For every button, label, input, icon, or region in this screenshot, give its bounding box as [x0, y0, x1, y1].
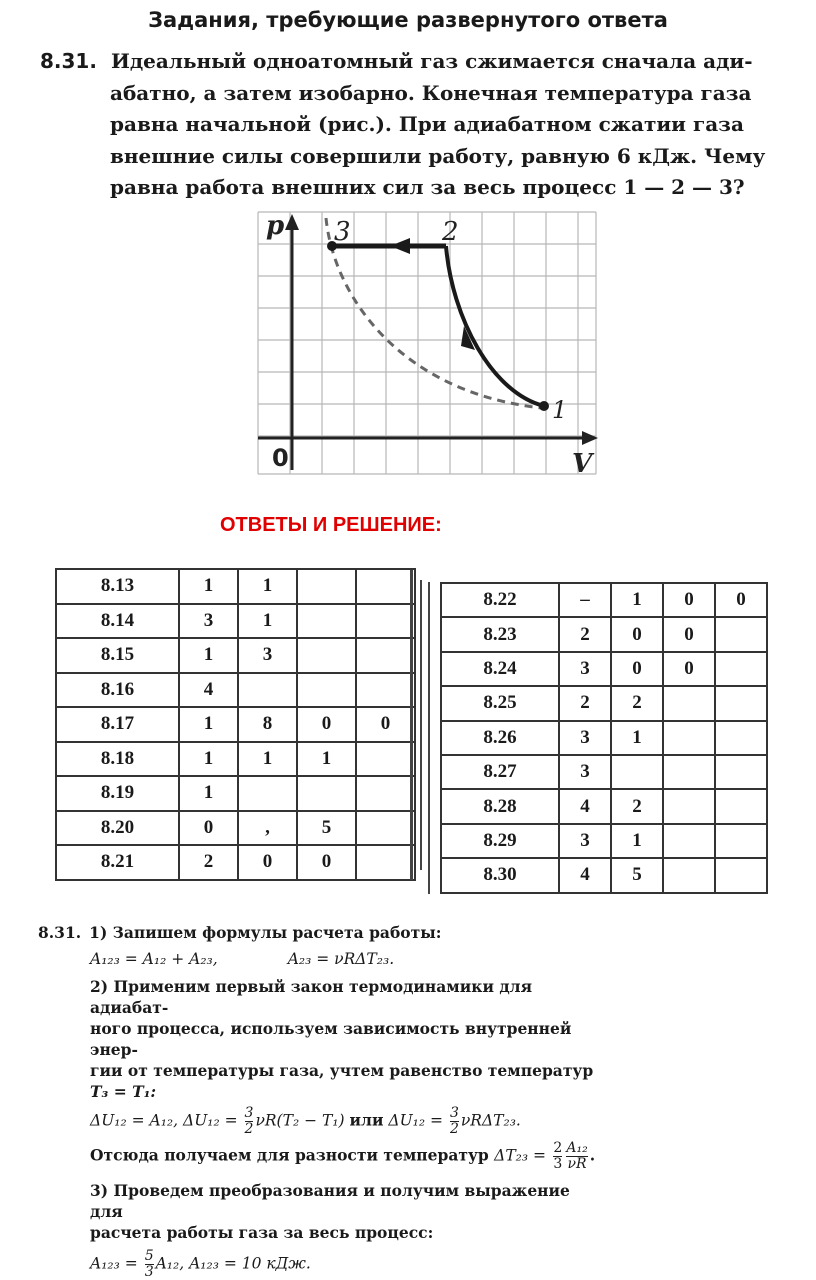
answer-cell: 3: [559, 652, 611, 686]
answer-cell: 0: [715, 583, 767, 617]
answer-cell: 2: [559, 686, 611, 720]
axes: [258, 222, 588, 470]
problem-line-1: 8.31. Идеальный одноатомный газ сжимается сначала ади-: [40, 49, 753, 73]
answer-cell: [297, 604, 356, 639]
step-2-result: Отсюда получаем для разности температур ΔT₂₃ = $\frac{2}{3}$ $\frac{\text{A₁₂}}{\nu R}$ .: [90, 1140, 596, 1172]
answer-cell: [356, 604, 415, 639]
answer-cell: 8: [238, 707, 297, 742]
answers-right-row: [441, 583, 767, 617]
task-number-cell: 8.24: [441, 652, 559, 686]
answer-cell: 2: [179, 845, 238, 880]
answer-cell: 5: [297, 811, 356, 846]
answer-cell: 3: [238, 638, 297, 673]
answers-title: ОТВЕТЫ И РЕШЕНИЕ:: [220, 514, 442, 536]
answer-cell: 0: [663, 652, 715, 686]
answer-cell: 0: [663, 617, 715, 651]
answers-right-row: [441, 858, 767, 892]
answer-cell: 3: [559, 721, 611, 755]
answers-left-row: [56, 742, 415, 777]
solution-step-1: 8.31. 1) Запишем формулы расчета работы:: [38, 923, 442, 942]
answer-cell: 1: [238, 604, 297, 639]
answer-cell: [663, 721, 715, 755]
axis-y-label: p: [266, 211, 285, 241]
answer-cell: 2: [611, 686, 663, 720]
answer-cell: 0: [297, 707, 356, 742]
solution-step-3: 3) Проведем преобразования и получим выражение для расчета работы газа за весь процесс:: [90, 1181, 570, 1242]
answer-cell: 1: [238, 742, 297, 777]
answer-cell: 2: [559, 617, 611, 651]
answer-cell: [715, 789, 767, 823]
task-number-cell: 8.20: [56, 811, 179, 846]
task-number-cell: 8.19: [56, 776, 179, 811]
answer-cell: [663, 789, 715, 823]
task-number-cell: 8.30: [441, 858, 559, 892]
answers-left-row: [56, 569, 415, 604]
task-number-cell: 8.21: [56, 845, 179, 880]
answer-cell: 3: [559, 824, 611, 858]
answer-cell: [663, 755, 715, 789]
answers-left-row: [56, 845, 415, 880]
task-number-cell: 8.27: [441, 755, 559, 789]
problem-line-4: внешние силы совершили работу, равную 6 кДж. Чему: [110, 143, 766, 168]
answer-cell: [356, 569, 415, 604]
answers-left-row: [56, 811, 415, 846]
answers-right-row: [441, 652, 767, 686]
answer-cell: 3: [179, 604, 238, 639]
task-number-cell: 8.25: [441, 686, 559, 720]
answer-cell: [715, 858, 767, 892]
table-divider: [410, 570, 413, 880]
answer-cell: [663, 824, 715, 858]
answers-left-row: [56, 604, 415, 639]
origin-label: 0: [272, 444, 289, 472]
problem-statement: [40, 46, 770, 204]
answers-left-row: [56, 776, 415, 811]
answer-cell: 2: [611, 789, 663, 823]
answer-cell: 1: [611, 583, 663, 617]
answer-cell: 0: [297, 845, 356, 880]
task-number-cell: 8.29: [441, 824, 559, 858]
answer-cell: 1: [179, 742, 238, 777]
answer-cell: [297, 638, 356, 673]
answer-cell: 1: [179, 638, 238, 673]
answers-left-row: [56, 638, 415, 673]
y-axis-arrow: [285, 214, 299, 230]
answer-cell: 0: [663, 583, 715, 617]
answer-cell: 0: [611, 652, 663, 686]
section-heading: Задания, требующие развернутого ответа: [148, 8, 668, 32]
answer-cell: 0: [611, 617, 663, 651]
answers-left-row: [56, 707, 415, 742]
adiabat-curve: [446, 246, 544, 406]
answer-cell: [715, 652, 767, 686]
answer-cell: [663, 858, 715, 892]
answer-cell: [356, 742, 415, 777]
answer-cell: [356, 638, 415, 673]
task-number-cell: 8.26: [441, 721, 559, 755]
task-number-cell: 8.18: [56, 742, 179, 777]
table-divider: [420, 580, 422, 870]
task-number-cell: 8.13: [56, 569, 179, 604]
solution: [38, 922, 598, 1280]
answer-cell: [715, 686, 767, 720]
task-number-cell: 8.23: [441, 617, 559, 651]
answer-cell: 1: [179, 776, 238, 811]
answer-cell: [297, 673, 356, 708]
answer-cell: 4: [559, 858, 611, 892]
answer-cell: 1: [179, 707, 238, 742]
label-point-3: 3: [334, 217, 351, 247]
formula-1: A₁₂₃ = A₁₂ + A₂₃, A₂₃ = νRΔT₂₃.: [90, 950, 395, 968]
isobar-arrow: [390, 238, 410, 254]
answer-cell: 1: [238, 569, 297, 604]
answer-cell: [297, 776, 356, 811]
answer-cell: ,: [238, 811, 297, 846]
answer-cell: 1: [297, 742, 356, 777]
answer-cell: 1: [611, 721, 663, 755]
answer-cell: 0: [356, 707, 415, 742]
label-point-2: 2: [442, 217, 459, 247]
answer-cell: –: [559, 583, 611, 617]
answer-cell: [238, 776, 297, 811]
task-number-cell: 8.22: [441, 583, 559, 617]
solution-number: 8.31.: [38, 923, 82, 942]
answer-cell: 5: [611, 858, 663, 892]
answers-table-right: [440, 582, 768, 894]
answer-cell: [611, 755, 663, 789]
answers-right-row: [441, 617, 767, 651]
answers-table-left: [55, 568, 416, 881]
answer-cell: [715, 824, 767, 858]
answer-cell: [356, 673, 415, 708]
answer-cell: 4: [179, 673, 238, 708]
solution-step-2: 2) Применим первый закон термодинамики для адиабат- ного процесса, используем зависимость внутренней энер- гии от температуры газа, учтем равенство температур T₃ = T₁:: [90, 977, 594, 1101]
answer-cell: [715, 755, 767, 789]
table-divider: [428, 582, 430, 894]
answers-right-row: [441, 789, 767, 823]
task-number-cell: 8.17: [56, 707, 179, 742]
answer-cell: [715, 721, 767, 755]
problem-number: 8.31.: [40, 49, 97, 73]
task-number-cell: 8.28: [441, 789, 559, 823]
answer-cell: 1: [611, 824, 663, 858]
point-1: [539, 401, 549, 411]
answer-cell: [663, 686, 715, 720]
answer-cell: [238, 673, 297, 708]
problem-line-2: абатно, а затем изобарно. Конечная температура газа: [110, 80, 752, 105]
answer-cell: 3: [559, 755, 611, 789]
answer-cell: 1: [179, 569, 238, 604]
answers-left-row: [56, 673, 415, 708]
answer-cell: [356, 811, 415, 846]
task-number-cell: 8.15: [56, 638, 179, 673]
answer-cell: 0: [179, 811, 238, 846]
problem-line-3: равна начальной (рис.). При адиабатном сжатии газа: [110, 112, 744, 136]
answer-cell: 0: [238, 845, 297, 880]
answer-cell: [356, 845, 415, 880]
answers-right-row: [441, 755, 767, 789]
pv-diagram: [252, 208, 600, 478]
answer-cell: 4: [559, 789, 611, 823]
answer-cell: [297, 569, 356, 604]
label-point-1: 1: [552, 396, 568, 424]
answers-right-row: [441, 824, 767, 858]
formula-2: ΔU₁₂ = A₁₂, ΔU₁₂ = $\frac{3}{2}$ νR(T₂ − T₁) или ΔU₁₂ = $\frac{3}{2}$ νRΔT₂₃.: [90, 1105, 521, 1137]
task-number-cell: 8.14: [56, 604, 179, 639]
answers-right-row: [441, 686, 767, 720]
axis-x-label: V: [572, 449, 593, 478]
answers-right-row: [441, 721, 767, 755]
answer-cell: [715, 617, 767, 651]
task-number-cell: 8.16: [56, 673, 179, 708]
formula-3: A₁₂₃ = $\frac{5}{3}$ A₁₂, A₁₂₃ = 10 кДж.: [90, 1248, 311, 1280]
problem-line-5: равна работа внешних сил за весь процесс 1 — 2 — 3?: [110, 175, 745, 199]
answer-cell: [356, 776, 415, 811]
